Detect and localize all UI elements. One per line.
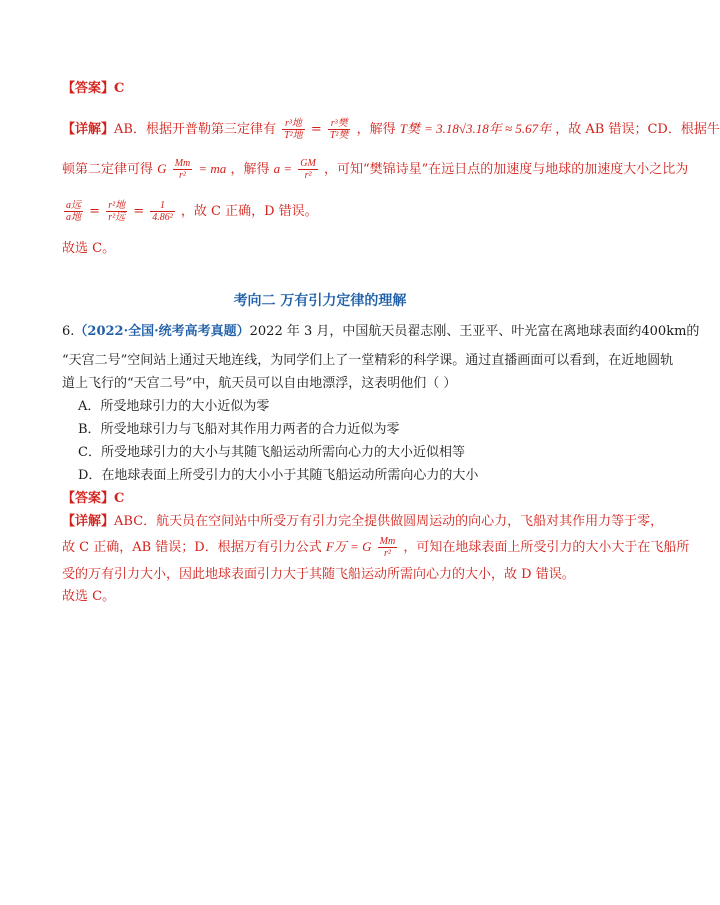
frac-num: a远 [66,200,81,211]
frac-den: r² [179,170,186,181]
answer-line-1 [62,80,124,98]
detail-text: ，解得 [356,122,396,137]
frac-den: 4.86² [152,212,173,223]
answer-value: C [114,491,125,506]
detail2-line-2 [62,536,689,559]
frac-num: r²地 [108,200,126,211]
fraction-accel [64,200,83,223]
equals-ma: = ma [198,161,227,176]
frac-den: r² [304,170,312,181]
detail-text: ABC．航天员在空间站中所受万有引力完全提供做圆周运动的向心力，飞船对其作用力等于零， [114,514,664,529]
option-d: D．在地球表面上所受引力的大小小于其随飞船运动所需向心力的大小 [78,468,479,483]
fraction-radius [106,200,127,223]
question-6-line-3: 道上飞行的“天宫二号”中，航天员可以自由地漂浮，这表明他们（ ） [62,376,457,391]
detail2-line-1 [62,513,663,531]
question-6-line-2: “天宫二号”空间站上通过天地连线，为同学们上了一堂精彩的科学课。通过直播画面可以看到，在近地圆轨 [62,353,674,368]
detail2-line-3: 受的万有引力大小，因此地球表面引力大于其随飞船运动所需向心力的大小，故 D 错误。 [62,567,575,582]
answer-tag: 【答案】 [62,491,115,506]
frac-num: Mm [174,158,191,169]
choose-line-2: 故选 C。 [62,589,116,604]
frac-den: a地 [66,212,81,223]
gravity-constant: G [157,161,167,176]
accel-symbol: a = [273,161,293,176]
fraction-ratio [150,200,175,223]
detail-text: 顿第二定律可得 [62,162,154,177]
frac-num: r³樊 [328,118,351,130]
frac-den: r²远 [108,212,126,223]
frac-num: r³地 [282,118,305,130]
option-a: A．所受地球引力的大小近似为零 [78,399,270,414]
question-number: 6. [62,324,75,339]
detail-text: ，解得 [230,162,270,177]
fraction-fan [328,118,351,141]
equals: = [310,122,322,137]
frac-num: Mm [379,536,396,547]
detail-text: ，故 AB 错误；CD．根据牛 [555,122,720,137]
frac-num: 1 [150,200,175,212]
fraction-earth [282,118,305,141]
question-6-line-1 [62,323,699,341]
question-text: 2022 年 3 月，中国航天员翟志刚、王亚平、叶光富在离地球表面约400km的 [249,324,700,339]
detail-line-3: $\frac{\text{a远}}{\text{a地}}$ = $\frac{\text{r²地}}{\text{r²远}}$ = $\frac{1}{\text{4.86²}}$ ，故 C 正确，D 错误。 [66,200,318,223]
force-formula: F万 = G [325,539,372,554]
answer-tag: 【答案】 [62,81,115,96]
frac-den: r² [383,548,391,559]
detail-text: ，可知“樊锦诗星”在远日点的加速度与地球的加速度大小之比为 [323,162,689,177]
frac-den: T²樊 [329,130,349,141]
option-b: B．所受地球引力与飞船对其作用力两者的合力近似为零 [78,422,400,437]
answer-line-2 [62,490,124,508]
period-value: = 3.18√3.18年 ≈ 5.67年 [424,121,552,136]
detail-text: ，可知在地球表面上所受引力的大小大于在飞船所 [403,540,690,555]
detail-text: AB．根据开普勒第三定律有 [114,122,276,137]
detail-text: ，故 C 正确，D 错误。 [180,204,318,219]
answer-value: C [114,81,125,96]
question-source: （2022·全国·统考高考真题） [74,324,250,339]
frac-num: GM [300,158,316,169]
fraction-mm [173,158,193,181]
detail-tag: 【详解】 [62,514,115,529]
frac-den: T²地 [284,130,303,141]
period-symbol: T樊 [399,121,420,136]
section-heading: 考向二 万有引力定律的理解 [233,293,407,309]
detail-line-2 [62,158,688,181]
detail-line-1 [62,118,720,141]
option-c: C．所受地球引力的大小与其随飞船运动所需向心力的大小近似相等 [78,445,465,460]
fraction-mm [378,536,398,559]
choose-line-1: 故选 C。 [62,241,116,256]
detail-tag: 【详解】 [62,122,115,137]
fraction-gm [298,158,318,181]
detail-text: 故 C 正确，AB 错误；D．根据万有引力公式 [62,540,322,555]
